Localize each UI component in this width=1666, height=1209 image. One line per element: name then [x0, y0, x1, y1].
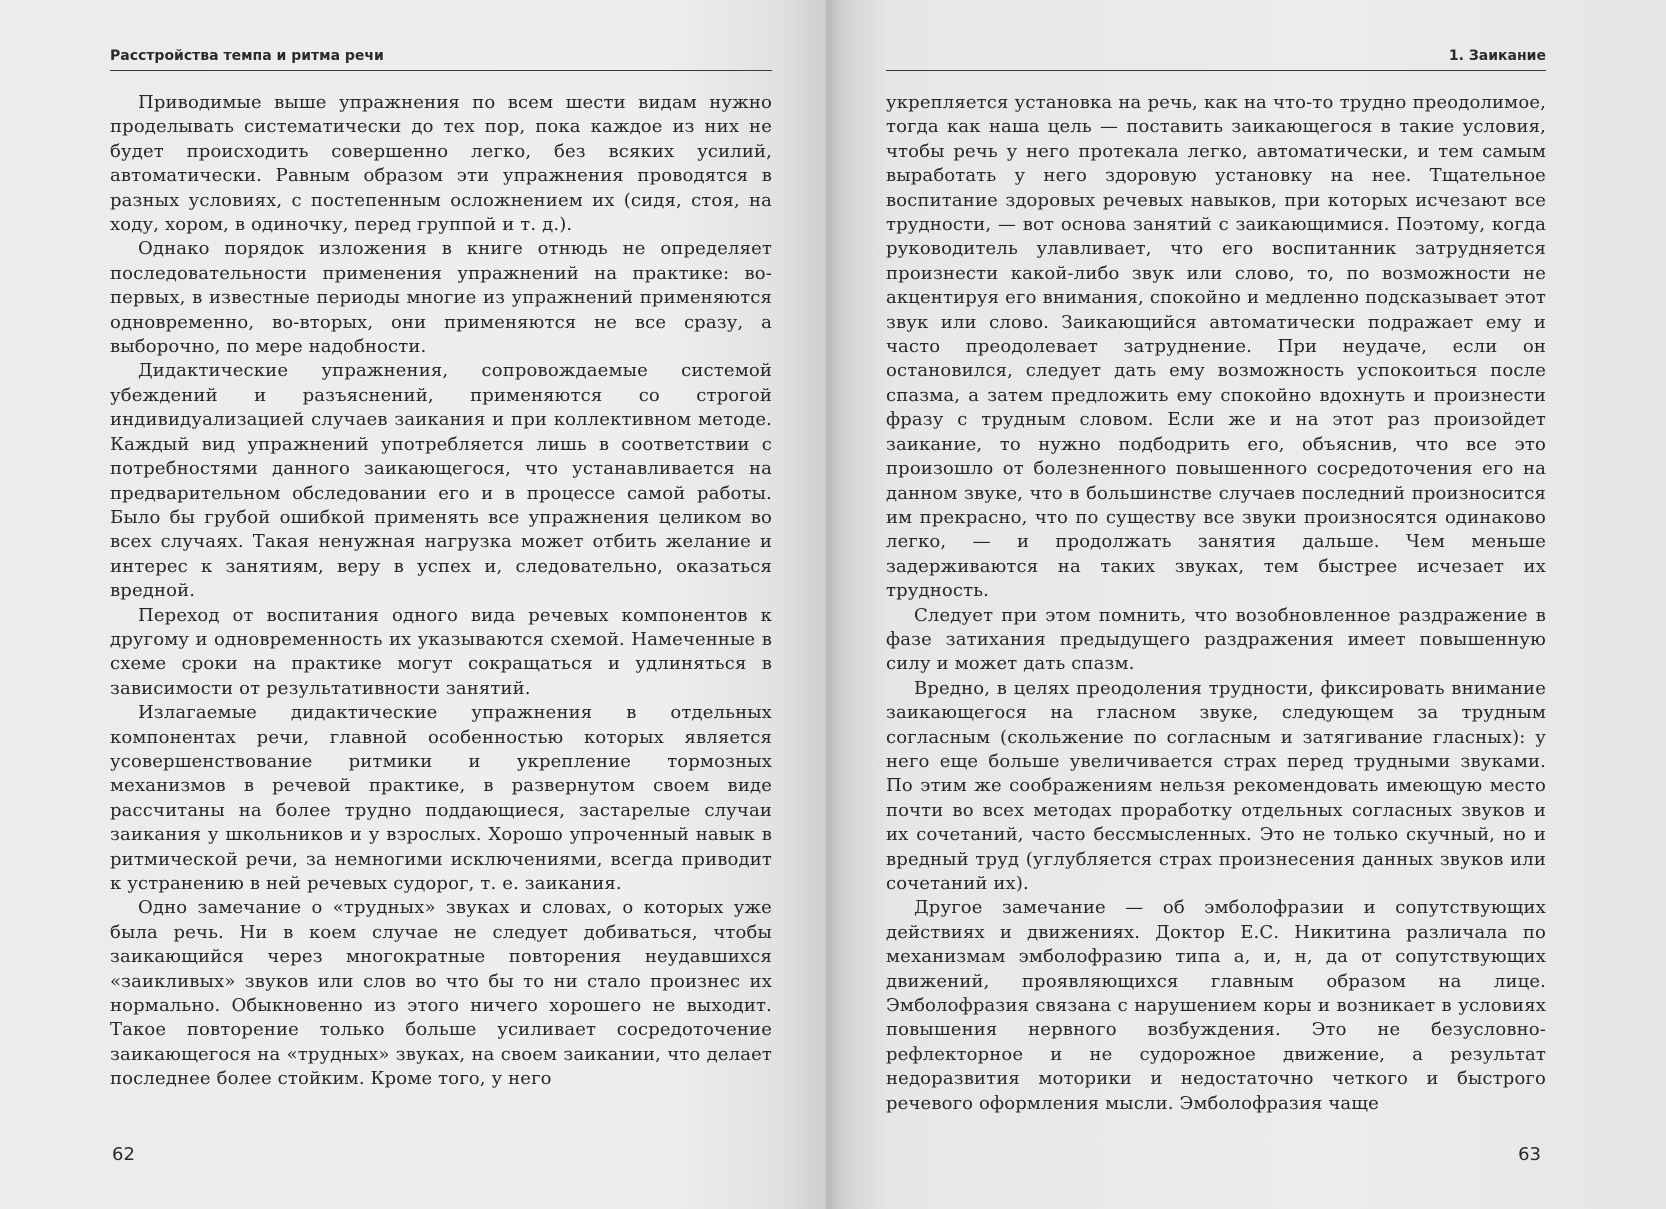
paragraph: Дидактические упражнения, сопровождаемые системой убеждений и разъяснений, применяются со строгой индивидуализацией случаев заикания и при коллективном методе. Каждый вид упражнений употребляется лишь в соответствии с потребностями данного заикающегося, что устанавливается на предварительном обследовании его и в процессе самой работы. Было бы грубой ошибкой применять все упражнения целиком во всех случаях. Такая ненужная нагрузка может отбить желание и интерес к занятиям, веру в успех и, следовательно, оказаться вредной.: [110, 360, 772, 602]
left-page: [0, 0, 826, 1209]
page-number: 62: [112, 1144, 135, 1165]
running-head: Расстройства темпа и ритма речи: [110, 48, 384, 64]
paragraph: Однако порядок изложения в книге отнюдь не определяет последовательности применения упражнений на практике: во-первых, в известные периоды многие из упражнений применяются одновременно, во-вторых, они применяются не все сразу, а выборочно, по мере надобности.: [110, 238, 772, 358]
right-page: [826, 0, 1666, 1209]
paragraph: Вредно, в целях преодоления трудности, фиксировать внимание заикающегося на гласном звуке, следующем за трудным согласным (скольжение по согласным и затягивание гласных): у него еще больше увеличивается страх перед трудными звуками. По этим же соображениям нельзя рекомендовать имеющую место почти во всех методах проработку отдельных согласных звуков и их сочетаний, часто бессмысленных. Это не только скучный, но и вредный труд (углубляется страх произнесения данных звуков или сочетаний их).: [886, 677, 1546, 894]
paragraph: укрепляется установка на речь, как на что-то трудно преодолимое, тогда как наша цель — поставить заикающегося в такие условия, чтобы речь у него протекала легко, автоматически, и тем самым выработать у него здоровую установку на нее. Тщательное воспитание здоровых речевых навыков, при которых исчезают все трудности, — вот основа занятий с заикающимися. Поэтому, когда руководитель улавливает, что его воспитанник затрудняется произнести какой-либо звук или слово, то, по возможности не акцентируя его внимания, спокойно и медленно подсказывает этот звук или слово. Заикающийся автоматически подражает ему и часто преодолевает затруднение. При неудаче, если он остановился, следует дать ему возможность успокоиться после спазма, а затем предложить ему спокойно вдохнуть и произнести фразу с трудным словом. Если же и на этот раз произойдет заикание, то нужно подбодрить его, объяснив, что все это произошло от болезненного повышенного сосредоточения его на данном звуке, что в большинстве случаев последний произносится им прекрасно, что по существу все звуки произносятся одинаково легко, — и продолжать занятия дальше. Чем меньше задерживаются на таких звуках, тем быстрее исчезает их трудность.: [886, 92, 1546, 602]
body-text: [886, 91, 1546, 1116]
paragraph: Следует при этом помнить, что возобновленное раздражение в фазе затихания предыдущего раздражения имеет повышенную силу и может дать спазм.: [886, 604, 1546, 675]
header-rule: [886, 70, 1546, 71]
body-text: [110, 91, 772, 1092]
paragraph: Приводимые выше упражнения по всем шести видам нужно проделывать систематически до тех пор, пока каждое из них не будет происходить совершенно легко, без всяких усилий, автоматически. Равным образом эти упражнения проводятся в разных условиях, с постепенным осложнением их (сидя, стоя, на ходу, хором, в одиночку, перед группой и т. д.).: [110, 92, 772, 236]
running-head: 1. Заикание: [1448, 48, 1546, 64]
page-number: 63: [1518, 1144, 1541, 1165]
header-rule: [110, 70, 772, 71]
paragraph: Одно замечание о «трудных» звуках и словах, о которых уже была речь. Ни в коем случае не следует добиваться, чтобы заикающийся через многократные повторения неудавшихся «заикливых» звуков или слов во что бы то ни стало произнес их нормально. Обыкновенно из этого ничего хорошего не выходит. Такое повторение только больше усиливает сосредоточение заикающегося на «трудных» звуках, на своем заикании, что делает последнее более стойким. Кроме того, у него: [110, 897, 772, 1090]
paragraph: Переход от воспитания одного вида речевых компонентов к другому и одновременность их указываются схемой. Намеченные в схеме сроки на практике могут сокращаться и удлиняться в зависимости от результативности занятий.: [110, 604, 772, 699]
paragraph: Другое замечание — об эмболофразии и сопутствующих действиях и движениях. Доктор Е.С. Никитина различала по механизмам эмболофразию типа а, и, н, да от сопутствующих движений, проявляющихся главным образом на лице. Эмболофразия связана с нарушением коры и возникает в условиях повышения нервного возбуждения. Это не безусловно-рефлекторное и не судорожное движение, а результат недоразвития моторики и недостаточно четкого и быстрого речевого оформления мысли. Эмболофразия чаще: [886, 897, 1546, 1114]
paragraph: Излагаемые дидактические упражнения в отдельных компонентах речи, главной особенностью которых является усовершенствование ритмики и укрепление тормозных механизмов в речевой практике, в развернутом своем виде рассчитаны на более трудно поддающиеся, застарелые случаи заикания у школьников и у взрослых. Хорошо упроченный навык в ритмической речи, за немногими исключениями, всегда приводит к устранению в ней речевых судорог, т. е. заикания.: [110, 702, 772, 894]
